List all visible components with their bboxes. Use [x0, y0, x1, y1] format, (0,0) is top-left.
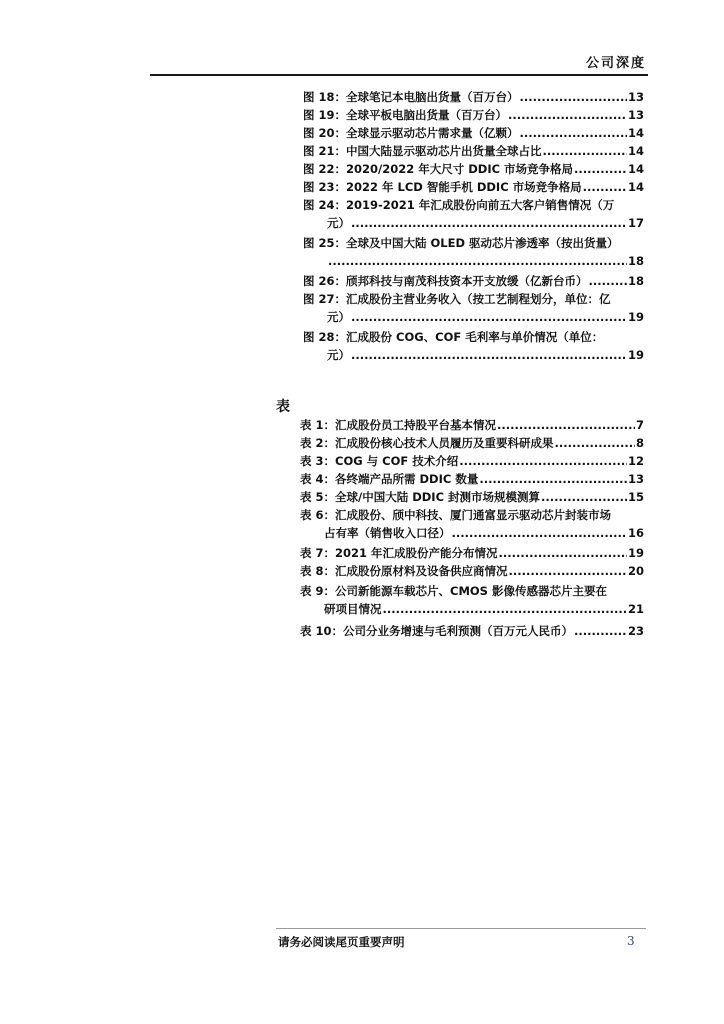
figure-toc-entry[interactable]: [303, 160, 644, 178]
toc-page-number: 14: [627, 180, 644, 194]
toc-entry-text: 表 2：汇成股份核心技术人员履历及重要科研成果: [300, 436, 554, 450]
toc-leader-dots: [589, 272, 627, 290]
toc-entry-text: 图 28：汇成股份 COG、COF 毛利率与单价情况（单位：: [303, 330, 604, 344]
toc-leader-dots: [497, 416, 635, 434]
toc-leader-dots: [508, 106, 627, 124]
table-toc-entry[interactable]: [300, 506, 644, 542]
toc-entry-text: 图 27：汇成股份主营业务收入（按工艺制程划分，单位：亿: [303, 292, 611, 306]
toc-leader-dots: [351, 214, 627, 232]
toc-entry-text: 图 18：全球笔记本电脑出货量（百万台）: [303, 90, 519, 104]
footer-page-number: 3: [627, 934, 635, 948]
toc-leader-dots: [452, 524, 627, 542]
toc-leader-dots: [520, 88, 627, 106]
toc-entry-text: 图 22：2020/2022 年大尺寸 DDIC 市场竞争格局: [303, 162, 574, 176]
toc-page-number: 13: [627, 90, 644, 104]
toc-page-number: 18: [627, 254, 644, 268]
table-toc-entry[interactable]: [300, 416, 644, 434]
toc-leader-dots: [520, 124, 627, 142]
toc-entry-text: 表 9：公司新能源车载芯片、CMOS 影像传感器芯片主要在: [300, 584, 607, 598]
figure-toc-entry[interactable]: [303, 272, 644, 290]
figure-toc-entry[interactable]: [303, 328, 644, 364]
footer-disclaimer: 请务必阅读尾页重要声明: [278, 935, 405, 949]
toc-entry-text: 表 4：各终端产品所需 DDIC 数量: [300, 472, 479, 486]
toc-page-number: 23: [627, 624, 644, 638]
figure-toc-entry[interactable]: [303, 88, 644, 106]
table-toc-entry[interactable]: [300, 562, 644, 580]
toc-page-number: 8: [635, 436, 644, 450]
toc-page-number: 13: [627, 472, 644, 486]
page-header-label: 公司深度: [585, 56, 646, 71]
footer-divider: [276, 928, 646, 929]
header-divider: [150, 74, 648, 76]
toc-leader-dots: [574, 160, 627, 178]
toc-entry-text: 图 19：全球平板电脑出货量（百万台）: [303, 108, 508, 122]
toc-entry-text: 图 26：颀邦科技与南茂科技资本开支放缓（亿新台币）: [303, 274, 588, 288]
toc-entry-text: 元）: [327, 216, 350, 230]
toc-page-number: 16: [627, 526, 644, 540]
table-toc-entry[interactable]: [300, 544, 644, 562]
figure-toc-entry[interactable]: [303, 142, 644, 160]
toc-entry-text: 表 5：全球/中国大陆 DDIC 封测市场规模测算: [300, 490, 541, 504]
toc-entry-text: 图 23：2022 年 LCD 智能手机 DDIC 市场竞争格局: [303, 180, 582, 194]
toc-entry-text: 图 24：2019-2021 年汇成股份向前五大客户销售情况（万: [303, 198, 615, 212]
toc-entry-text: 元）: [327, 310, 350, 324]
toc-leader-dots: [543, 142, 627, 160]
toc-page-number: 19: [627, 310, 644, 324]
toc-page-number: 19: [627, 348, 644, 362]
toc-entry-text: 表 10：公司分业务增速与毛利预测（百万元人民币）: [300, 624, 574, 638]
toc-leader-dots: [459, 452, 627, 470]
table-section-heading: 表: [276, 399, 290, 415]
toc-page-number: 14: [627, 126, 644, 140]
toc-page-number: 14: [627, 162, 644, 176]
table-toc-entry[interactable]: [300, 488, 644, 506]
toc-leader-dots: [509, 562, 627, 580]
toc-entry-text: 图 25：全球及中国大陆 OLED 驱动芯片渗透率（按出货量）: [303, 236, 619, 250]
toc-entry-text: 图 21：中国大陆显示驱动芯片出货量全球占比: [303, 144, 542, 158]
toc-entry-text: 表 8：汇成股份原材料及设备供应商情况: [300, 564, 508, 578]
toc-entry-text: 表 1：汇成股份员工持股平台基本情况: [300, 418, 497, 432]
toc-page-number: 12: [627, 454, 644, 468]
toc-entry-text: 表 6：汇成股份、颀中科技、厦门通富显示驱动芯片封装市场: [300, 508, 612, 522]
toc-page-number: 17: [627, 216, 644, 230]
figure-toc-entry[interactable]: [303, 290, 644, 326]
toc-page-number: 19: [627, 546, 644, 560]
toc-entry-text: 占有率（销售收入口径）: [324, 526, 451, 540]
toc-leader-dots: [351, 308, 627, 326]
toc-page-number: 18: [627, 274, 644, 288]
toc-leader-dots: [328, 252, 627, 270]
toc-entry-text: 表 3：COG 与 COF 技术介绍: [300, 454, 459, 468]
figure-toc-entry[interactable]: [303, 196, 644, 232]
table-toc-entry[interactable]: [300, 582, 644, 618]
figure-toc-entry[interactable]: [303, 106, 644, 124]
table-toc-entry[interactable]: [300, 452, 644, 470]
toc-leader-dots: [574, 622, 627, 640]
toc-entry-text: 图 20：全球显示驱动芯片需求量（亿颗）: [303, 126, 519, 140]
toc-page-number: 14: [627, 144, 644, 158]
table-toc-entry[interactable]: [300, 622, 644, 640]
toc-leader-dots: [499, 544, 627, 562]
toc-page-number: 13: [627, 108, 644, 122]
toc-page-number: 20: [627, 564, 644, 578]
toc-leader-dots: [479, 470, 627, 488]
toc-entry-text: 研项目情况: [324, 602, 382, 616]
toc-leader-dots: [351, 346, 627, 364]
toc-page-number: 15: [627, 490, 644, 504]
toc-leader-dots: [383, 600, 627, 618]
toc-entry-text: 表 7：2021 年汇成股份产能分布情况: [300, 546, 498, 560]
toc-leader-dots: [555, 434, 635, 452]
table-toc-entry[interactable]: [300, 434, 644, 452]
figure-toc-entry[interactable]: [303, 124, 644, 142]
toc-leader-dots: [541, 488, 627, 506]
figure-toc-entry[interactable]: [303, 178, 644, 196]
toc-page-number: 7: [635, 418, 644, 432]
toc-entry-text: 元）: [327, 348, 350, 362]
table-toc-entry[interactable]: [300, 470, 644, 488]
toc-leader-dots: [583, 178, 627, 196]
toc-page-number: 21: [627, 602, 644, 616]
figure-toc-entry[interactable]: [303, 234, 644, 270]
